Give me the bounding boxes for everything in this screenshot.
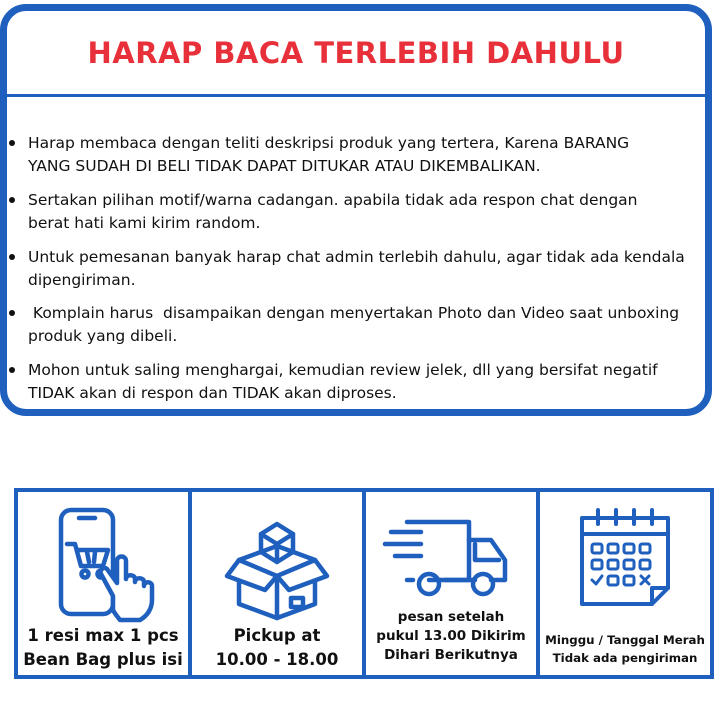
card-caption xyxy=(192,624,362,672)
rule-line: produk yang dibeli. xyxy=(28,327,178,345)
rule-line: Komplain harus disampaikan dengan menyertakan Photo dan Video saat unboxing xyxy=(28,304,680,322)
open-box-icon xyxy=(192,504,362,624)
calendar-icon xyxy=(540,504,710,624)
rule-line: Harap membaca dengan teliti deskripsi produk yang tertera, Karena BARANG xyxy=(28,134,630,152)
card-line: Tidak ada pengiriman xyxy=(552,651,698,665)
delivery-truck-icon xyxy=(366,504,536,624)
card-line: pesan setelah xyxy=(397,609,505,625)
info-cards xyxy=(14,488,714,679)
bullet-icon xyxy=(9,254,15,260)
notice-header xyxy=(7,11,705,97)
card-line: Bean Bag plus isi xyxy=(23,650,183,669)
card-line: Dihari Berikutnya xyxy=(384,647,518,663)
rule-line: TIDAK akan di respon dan TIDAK akan diproses. xyxy=(28,384,397,402)
card-line: 1 resi max 1 pcs xyxy=(27,626,179,645)
rule-line: dipengiriman. xyxy=(28,271,136,289)
rule-item xyxy=(28,246,726,292)
rule-line: YANG SUDAH DI BELI TIDAK DAPAT DITUKAR ATAU DIKEMBALIKAN. xyxy=(28,157,541,175)
info-card-holiday xyxy=(540,492,710,675)
bullet-icon xyxy=(9,367,15,373)
rule-line: berat hati kami kirim random. xyxy=(28,214,261,232)
card-line: 10.00 - 18.00 xyxy=(215,650,339,669)
rule-item xyxy=(28,132,726,178)
card-caption xyxy=(18,624,188,672)
bullet-icon xyxy=(9,310,15,316)
bullet-icon xyxy=(9,140,15,146)
bullet-icon xyxy=(9,197,15,203)
rule-item xyxy=(28,302,726,348)
info-card-shipping-time xyxy=(366,492,540,675)
rule-line: Untuk pemesanan banyak harap chat admin terlebih dahulu, agar tidak ada kendala xyxy=(28,248,685,266)
rule-line: Mohon untuk saling menghargai, kemudian review jelek, dll yang bersifat negatif xyxy=(28,361,658,379)
card-caption xyxy=(540,631,710,667)
card-caption xyxy=(366,608,536,665)
rule-item xyxy=(28,359,726,405)
rule-line: Sertakan pilihan motif/warna cadangan. apabila tidak ada respon chat dengan xyxy=(28,191,638,209)
card-line: pukul 13.00 Dikirim xyxy=(376,628,526,644)
card-line: Minggu / Tanggal Merah xyxy=(545,633,705,647)
info-card-order-limit xyxy=(18,492,192,675)
phone-tap-cart-icon xyxy=(18,504,188,624)
card-line: Pickup at xyxy=(233,626,321,645)
notice-title: HARAP BACA TERLEBIH DAHULU xyxy=(87,35,625,70)
rule-item xyxy=(28,189,726,235)
info-card-pickup xyxy=(192,492,366,675)
